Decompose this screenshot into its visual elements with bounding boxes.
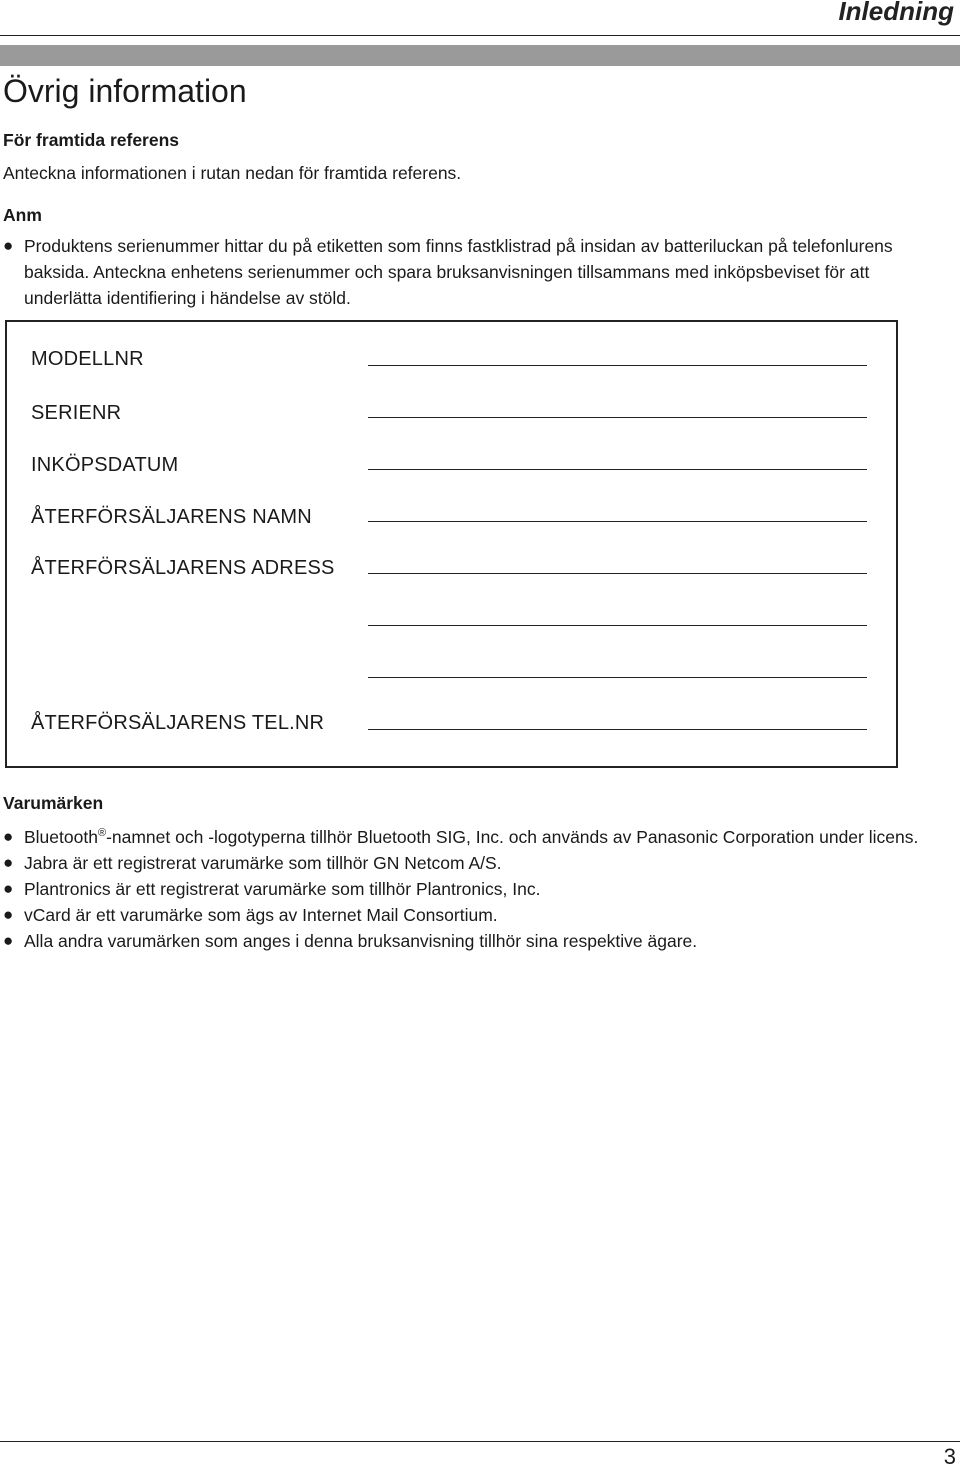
header-divider xyxy=(0,35,960,36)
field-line-date[interactable] xyxy=(368,469,867,470)
reference-intro: Anteckna informationen i rutan nedan för framtida referens. xyxy=(3,163,462,183)
note-paragraph xyxy=(0,233,945,311)
field-label-model: MODELLNR xyxy=(31,348,144,370)
trademarks-heading: Varumärken xyxy=(3,793,104,813)
trademark-text: Jabra är ett registrerat varumärke som tillhör GN Netcom A/S. xyxy=(24,853,502,873)
field-line-model[interactable] xyxy=(368,365,867,366)
bullet-icon: ● xyxy=(3,236,14,255)
registered-mark: ® xyxy=(97,827,107,839)
field-line-dealer-address-1[interactable] xyxy=(368,573,867,574)
list-item xyxy=(0,850,945,876)
trademark-text: Plantronics är ett registrerat varumärke som tillhör Plantronics, Inc. xyxy=(24,879,541,899)
bullet-icon: ● xyxy=(3,853,14,872)
field-label-dealer-phone: ÅTERFÖRSÄLJARENS TEL.NR xyxy=(31,712,325,734)
list-item xyxy=(0,928,945,954)
trademark-name: Bluetooth xyxy=(24,827,98,847)
trademark-text: vCard är ett varumärke som ägs av Internet Mail Consortium. xyxy=(24,905,498,925)
bullet-icon: ● xyxy=(3,879,14,898)
footer-divider xyxy=(0,1441,960,1442)
field-line-dealer-address-2[interactable] xyxy=(368,625,867,626)
page-title: Övrig information xyxy=(3,73,247,109)
section-title: Inledning xyxy=(838,0,954,26)
header-bar xyxy=(0,45,960,66)
list-item xyxy=(0,824,945,850)
field-line-serial[interactable] xyxy=(368,417,867,418)
trademarks-list xyxy=(0,824,945,954)
note-heading: Anm xyxy=(3,205,42,225)
page-number: 3 xyxy=(943,1444,956,1469)
bullet-icon: ● xyxy=(3,931,14,950)
field-label-date: INKÖPSDATUM xyxy=(31,454,179,476)
reference-heading: För framtida referens xyxy=(3,130,180,150)
field-label-dealer-address: ÅTERFÖRSÄLJARENS ADRESS xyxy=(31,557,335,579)
field-line-dealer-phone[interactable] xyxy=(368,729,867,730)
record-box xyxy=(5,320,898,768)
list-item xyxy=(0,902,945,928)
bullet-icon: ● xyxy=(3,905,14,924)
field-label-serial: SERIENR xyxy=(31,402,122,424)
list-item xyxy=(0,876,945,902)
note-text: Produktens serienummer hittar du på etiketten som finns fastklistrad på insidan av batteriluckan på telefonlurens baksida. Anteckna enhetens serienummer och spara bruksanvisningen tillsammans med inköpsbeviset för att underlätta identifiering i händelse av stöld. xyxy=(24,236,893,308)
bullet-icon: ● xyxy=(3,827,14,846)
field-line-dealer-name[interactable] xyxy=(368,521,867,522)
trademark-text: -namnet och -logotyperna tillhör Bluetooth SIG, Inc. och används av Panasonic Corporation under licens. xyxy=(106,827,919,847)
field-line-dealer-address-3[interactable] xyxy=(368,677,867,678)
field-label-dealer-name: ÅTERFÖRSÄLJARENS NAMN xyxy=(31,506,312,528)
trademark-text: Alla andra varumärken som anges i denna bruksanvisning tillhör sina respektive ägare. xyxy=(24,931,698,951)
